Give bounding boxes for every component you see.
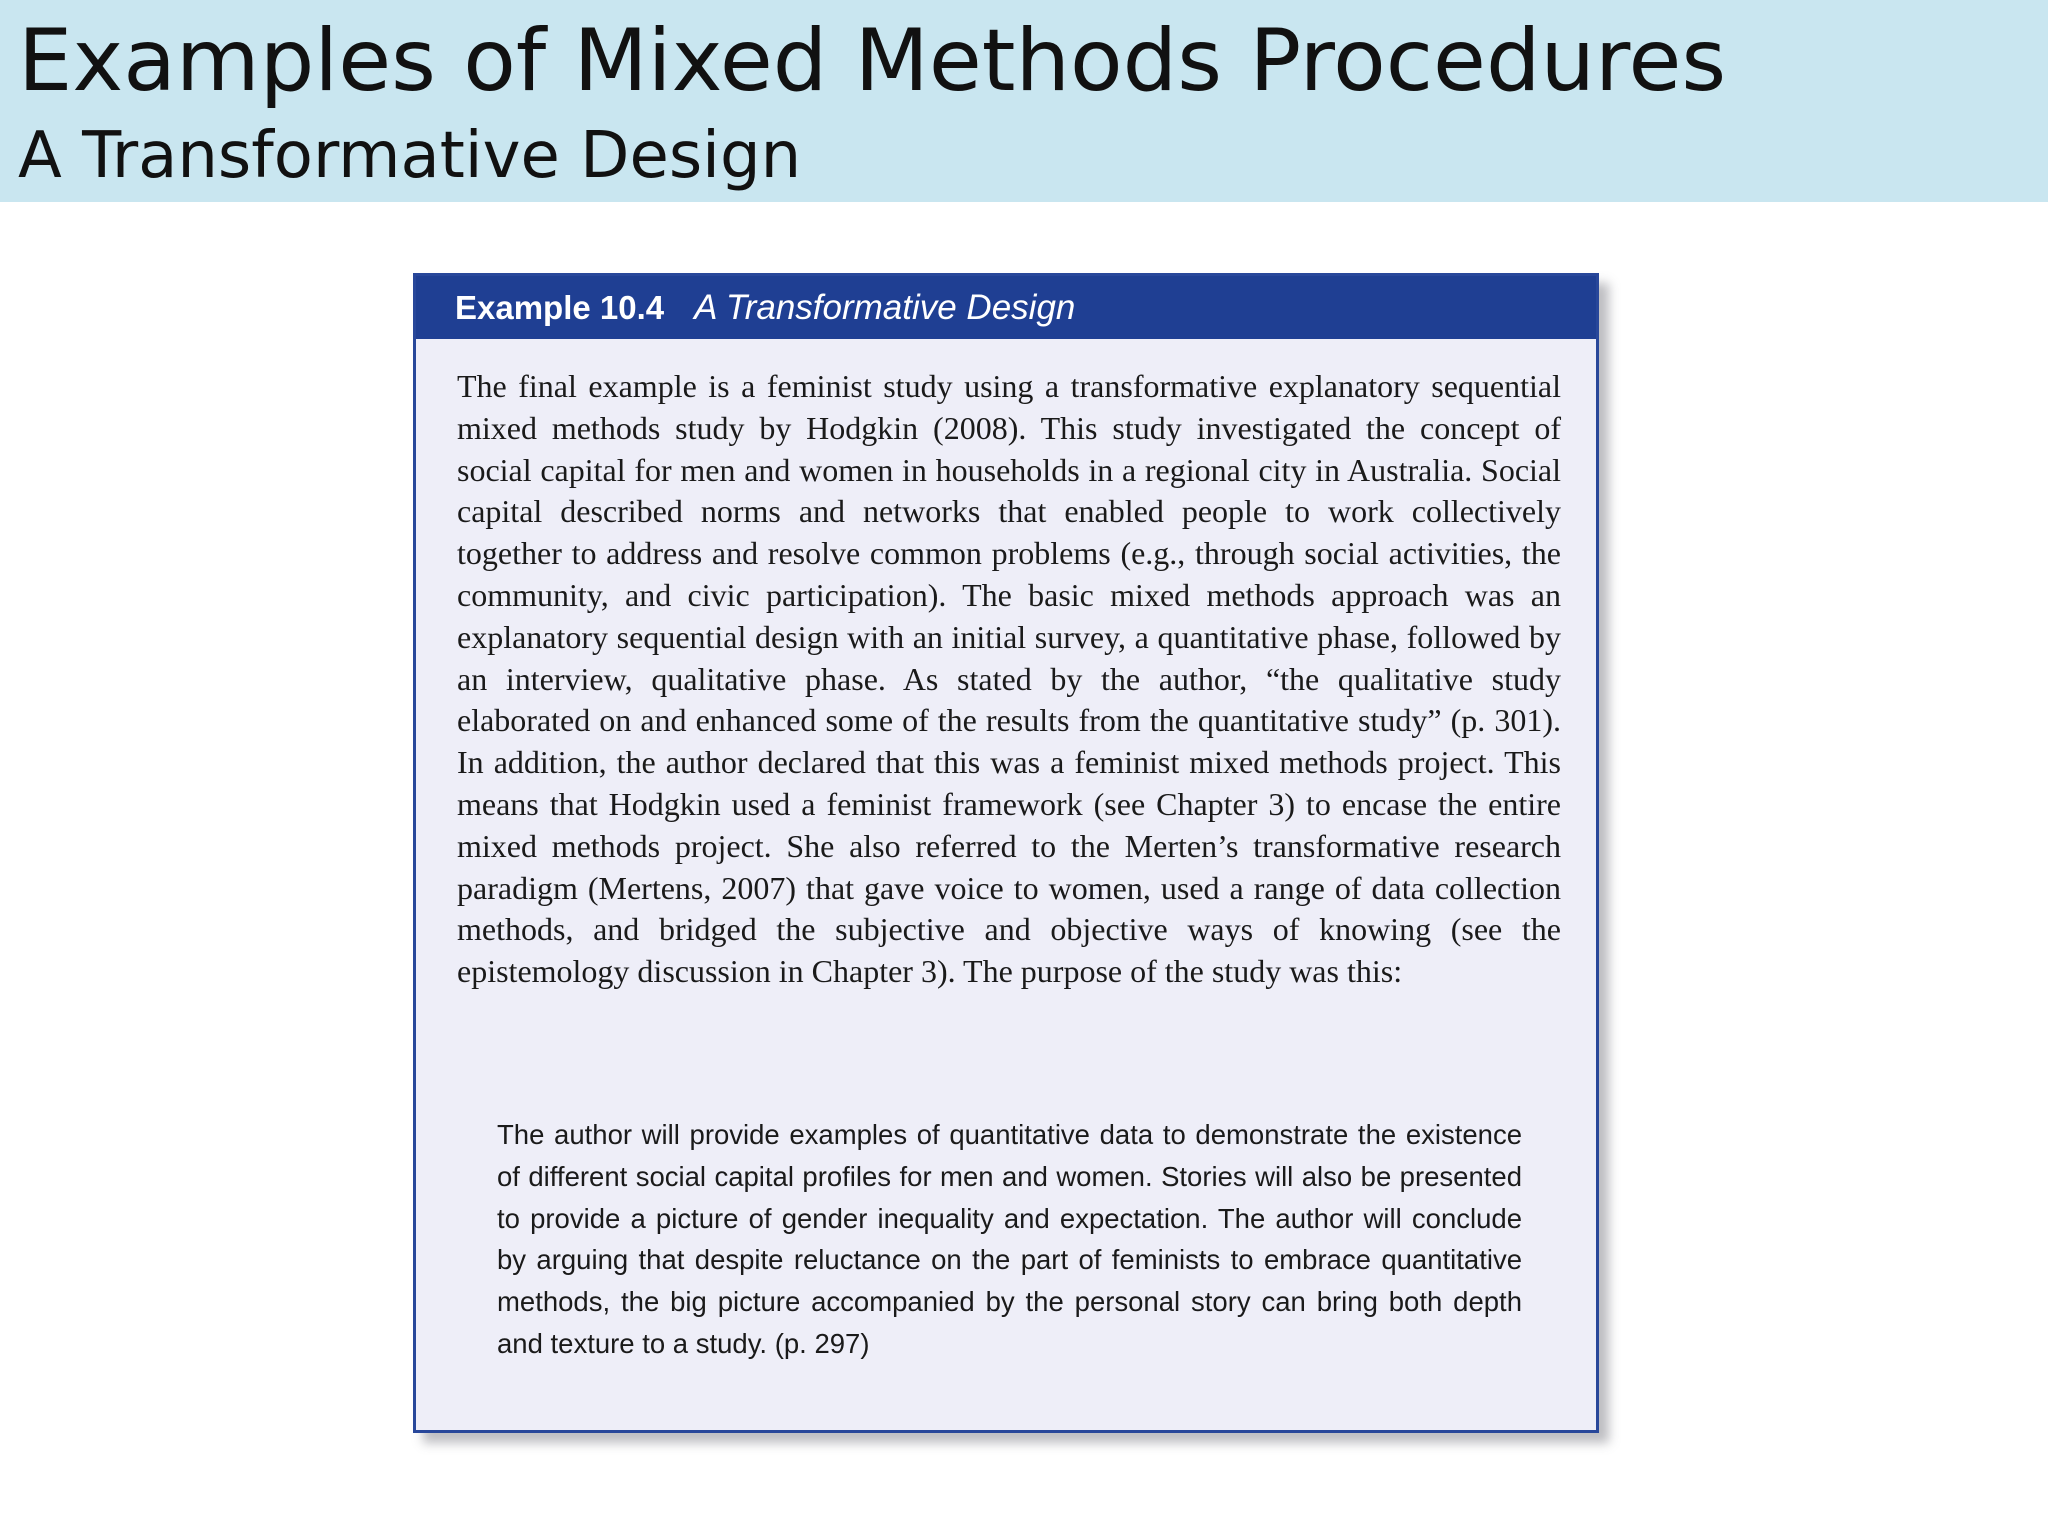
slide-title: Examples of Mixed Methods Procedures	[18, 11, 1727, 111]
example-title: A Transformative Design	[694, 288, 1076, 327]
example-number: Example 10.4	[455, 289, 665, 326]
example-header	[416, 276, 1596, 339]
example-body-text: The final example is a feminist study using a transformative explanatory sequential mixed methods study by Hodgkin (2008). This study investigated the concept of social capital for men and women in households in a regional city in Australia. Social capital described norms and networks that enabled people to work collectively together to address and resolve common problems (e.g., through social activities, the community, and civic participation). The basic mixed methods approach was an explanatory sequential design with an initial survey, a quantitative phase, followed by an interview, qualitative phase. As stated by the author, “the qualitative study elaborated on and enhanced some of the results from the quantitative study” (p. 301). In addition, the author declared that this was a feminist mixed methods project. This means that Hodgkin used a feminist framework (see Chapter 3) to encase the entire mixed methods project. She also referred to the Merten’s transformative research paradigm (Mertens, 2007) that gave voice to women, used a range of data collection methods, and bridged the subjective and objective ways of knowing (see the epistemology discussion in Chapter 3). The purpose of the study was this:	[457, 368, 1561, 990]
example-quote: The author will provide examples of quantitative data to demonstrate the existence of different social capital profiles for men and women. Stories will also be presented to provide a picture of gender inequality and expectation. The author will conclude by arguing that despite reluctance on the part of feminists to embrace quantitative methods, the big picture accompanied by the personal story can bring both depth and texture to a study. (p. 297)	[497, 1119, 1522, 1359]
example-box	[413, 273, 1599, 1433]
slide-subtitle: A Transformative Design	[18, 119, 802, 193]
